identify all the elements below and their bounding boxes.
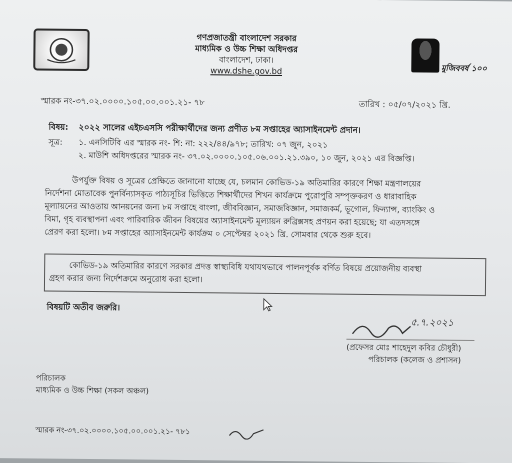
header-line-government: গণপ্রজাতন্ত্রী বাংলাদেশ সরকার <box>196 32 297 44</box>
body-line: উপর্যুক্ত বিষয় ও সূত্রের প্রেক্ষিতে জানানো যাচ্ছে যে, চলমান কোভিড-১৯ অতিমারির কারণে শিক্ষা মন্ত্রণালয়ের <box>72 174 422 189</box>
mouse-cursor-icon <box>263 297 273 316</box>
header-website: www.dshe.gov.bd <box>210 65 283 77</box>
footer-scribble-icon <box>227 424 267 443</box>
signatory-title: পরিচালক (কলেজ ও প্রশাসন) <box>368 354 461 365</box>
memo-date: তারিখ : ০৫/০৭/২০২১ খ্রি. <box>358 98 451 110</box>
reference-label: সূত্র: <box>48 136 63 147</box>
distribution-label: পরিচালক <box>35 373 66 383</box>
mujib-logo-text: মুজিববর্ষ ১০০ <box>441 63 487 74</box>
body-line: মূল্যায়নের আওতায় আনয়নের জন্য ৮ম সপ্তাহে বাংলা, জীববিজ্ঞান, সমাজবিজ্ঞান, সমাজকর্ম, ভূগোল, ফিন্যান্স, ব্যাংকিং ও <box>44 200 435 215</box>
subject-text: ২০২২ সালের এইচএসসি পরীক্ষার্থীদের জন্য প্রণীত ৮ম সপ্তাহের অ্যাসাইনমেন্ট প্রদান। <box>78 121 361 135</box>
distribution-line: মাধ্যমিক ও উচ্চ শিক্ষা (সকল অঞ্চল) <box>35 385 149 396</box>
body-line: প্রেরণ করা হলো। ৮ম সপ্তাহের অ্যাসাইনমেন্ট কার্যক্রম ০ সেপ্টেম্বর ২০২১ খ্রি. সোমবার থেকে শুরু হবে। <box>44 226 372 240</box>
government-seal-icon <box>33 28 89 71</box>
urgent-note: বিষয়টি অতীব জরুরি। <box>46 301 121 313</box>
header-line-location: বাংলাদেশ, ঢাকা। <box>218 54 274 65</box>
memo-number: স্মারক নং-৩৭.০২.০০০০.১০৫.০০.০০১.২১- ৭৮ <box>40 95 205 108</box>
body-line: নির্দেশনা মোতাবেক পুনর্বিন্যাসকৃত পাঠ্যসূচির ভিত্তিতে শিক্ষার্থীদের শিখন কার্যক্রমে পুরোপুরি সম্পৃক্তকরণ ও ধারাবাহিক <box>44 187 417 202</box>
reference-item-1: ১. এনসিটিবি এর স্মারক নং- শি: না: ২২২/৪৪/৯৭৮; তারিখ: ০৭ জুন, ২০২১ <box>78 136 328 150</box>
body-line: বিমা, গৃহ ব্যবস্থাপনা এবং পারিবারিক জীবন বিষয়ের অ্যাসাইনমেন্ট মূল্যায়ন রুব্রিক্সসহ প্রণয়ন করা হয়েছে; যা এতদসঙ্গে <box>44 213 420 228</box>
notice-line: কোভিড-১৯ অতিমারির কারণে সরকার প্রদত্ত স্বাস্থ্যবিধি যথাযথভাবে পালনপূর্বক বর্ণিত বিষয়ে প্রয়োজনীয় ব্যবস্থা <box>69 259 422 274</box>
portrait-icon <box>411 38 439 72</box>
footer-memo-number: স্মারক নং-৩৭.০২.০০০০.১০৫.০০.০০১.২১- ৭৮১ <box>35 425 191 437</box>
signature-date: ৫.৭.২০২১ <box>410 317 454 329</box>
reference-item-2: ২. মাউশি অধিদপ্তরের স্মারক নং- ৩৭.০২.০০০০.১০৫.০৬.০০১.২১.৩৯০, ১০ জুন, ২০২১ এর বিজ্ঞপ্তি। <box>78 149 415 164</box>
header-line-directorate: মাধ্যমিক ও উচ্চ শিক্ষা অধিদপ্তর <box>195 43 298 55</box>
notice-line: গ্রহণ করার জন্য নির্দেশক্রমে অনুরোধ করা হলো। <box>49 272 203 285</box>
subject-label: বিষয়: <box>48 121 69 132</box>
signatory-name: (প্রফেসর মোঃ শাহেদুল কবির চৌধুরী) <box>346 342 462 353</box>
